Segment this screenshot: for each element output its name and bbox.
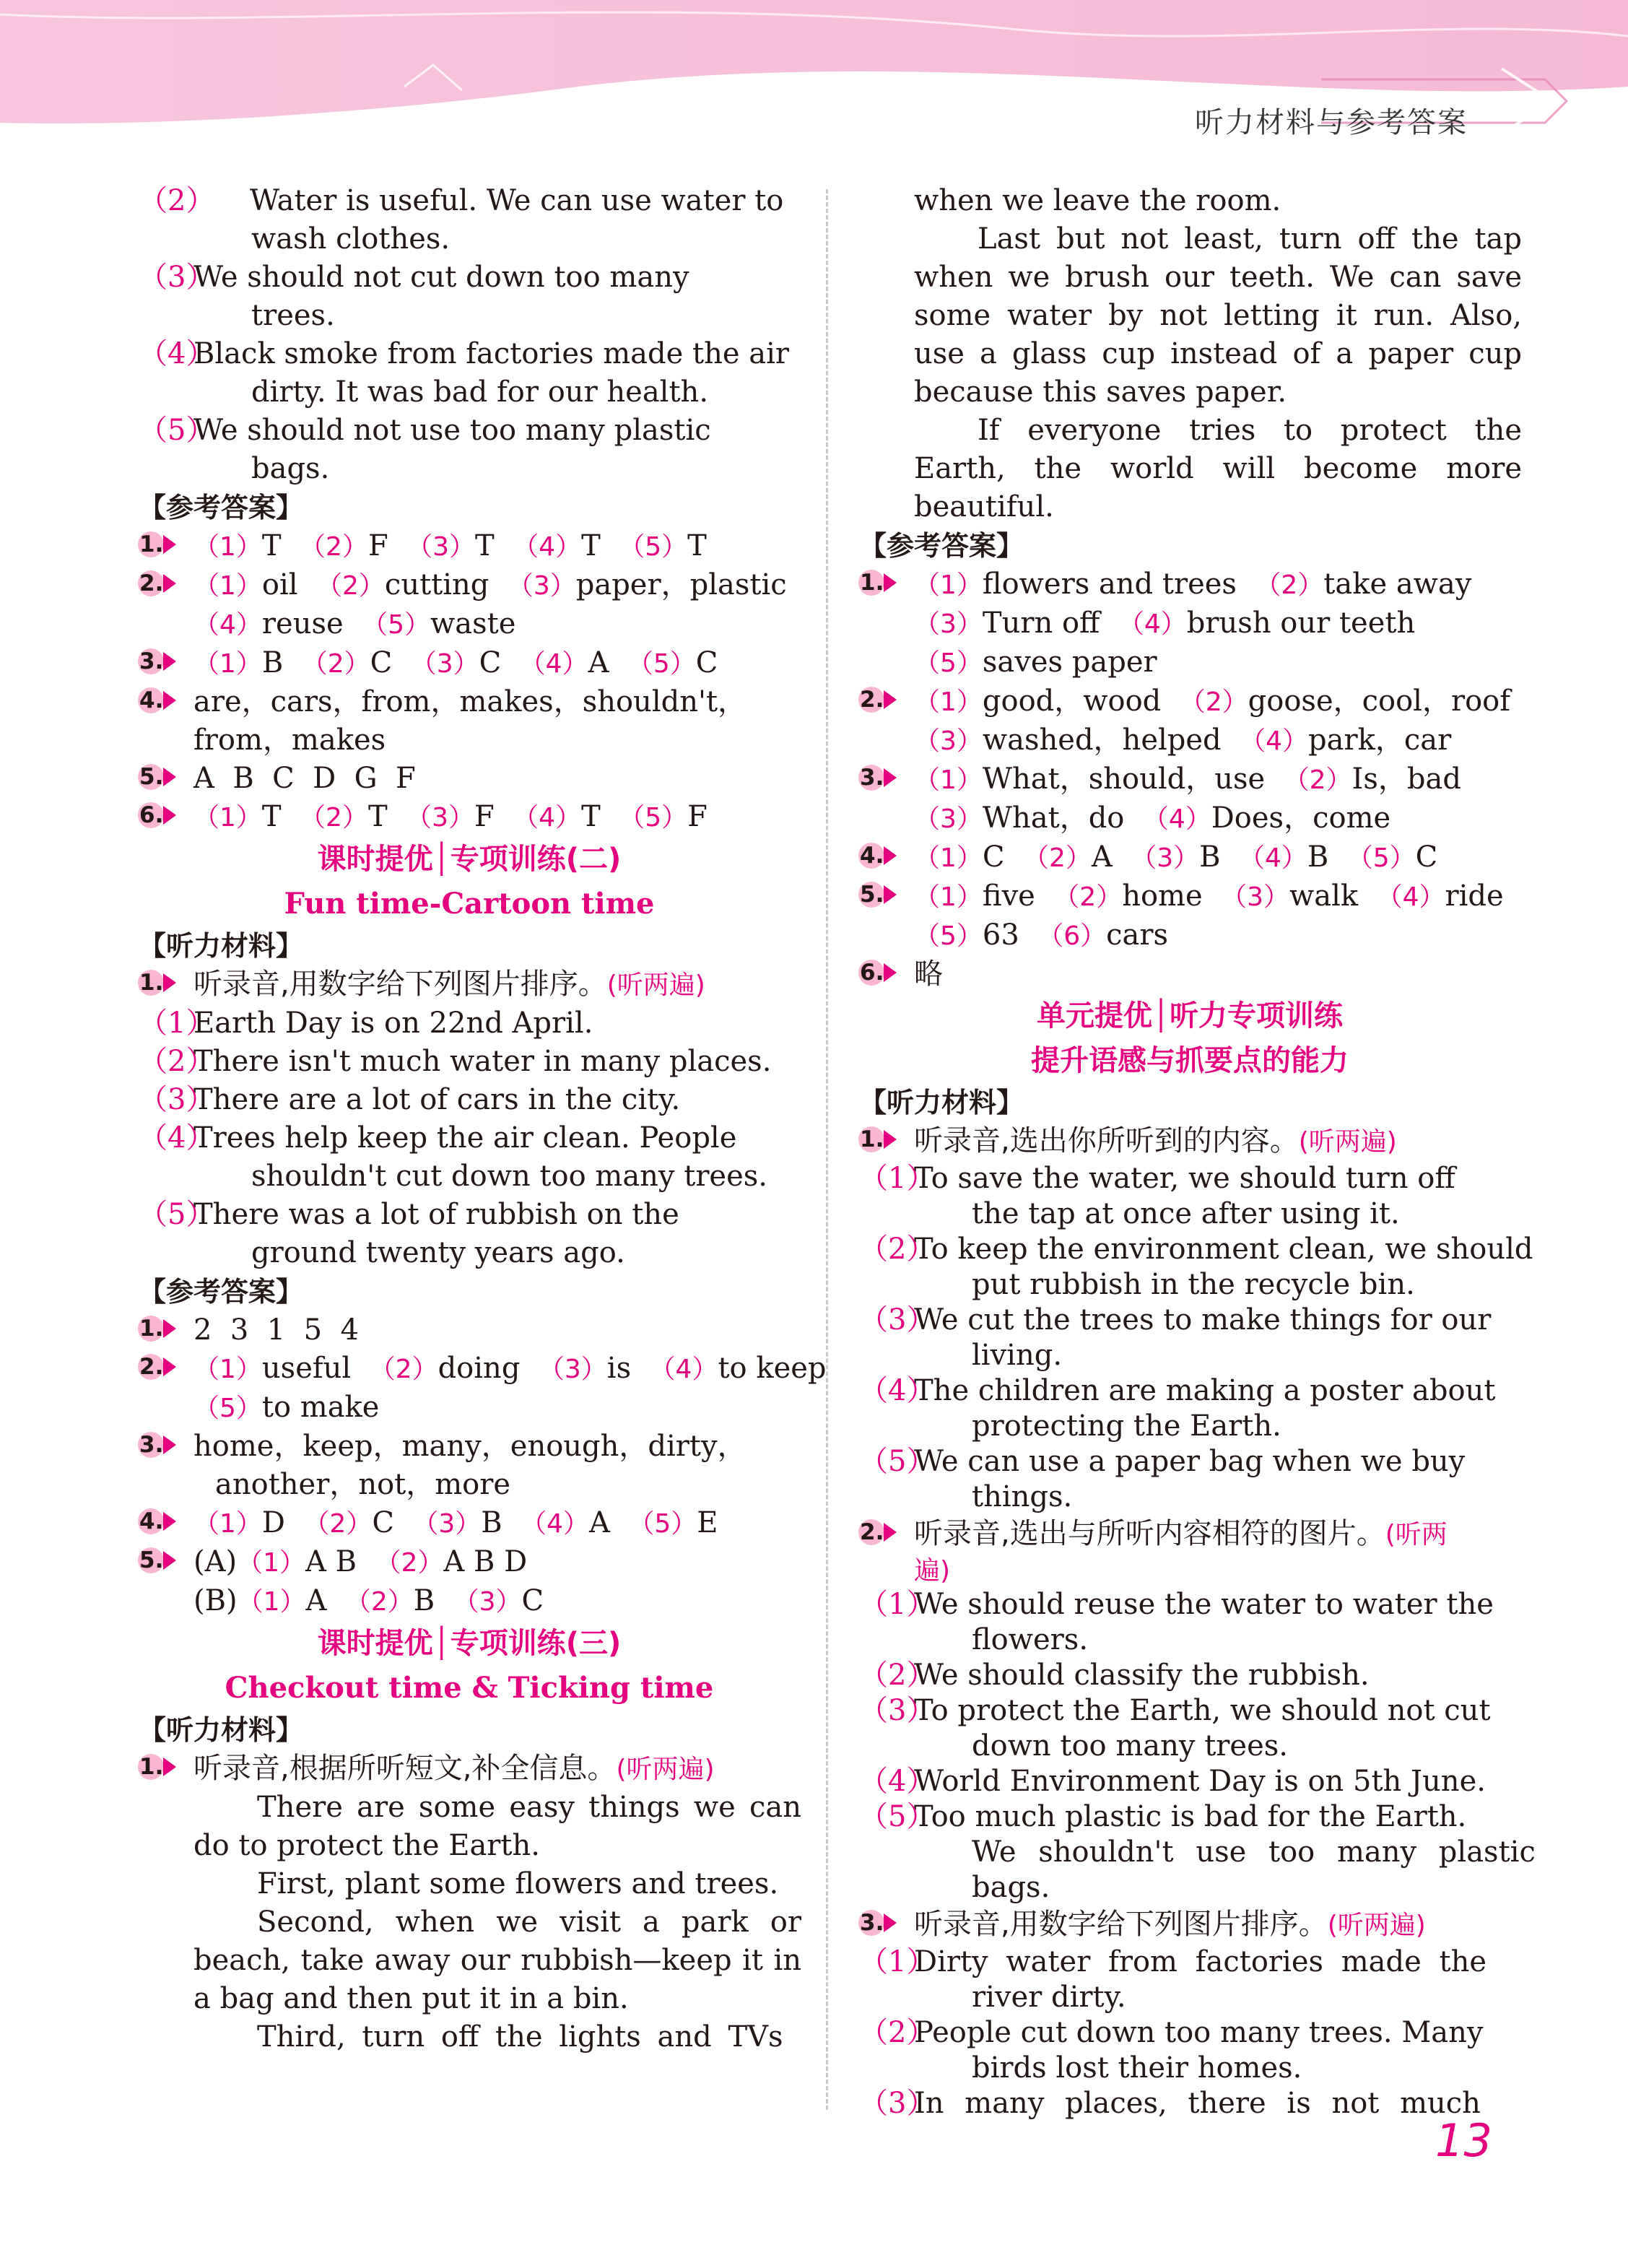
answer-row: 2. （1）oil （2）cutting （3）paper，plastic: [137, 566, 801, 605]
listen-item: （5） We can use a paper bag when we buy: [859, 1445, 1466, 1478]
listen-item: （5） We should not use too many plastic: [139, 414, 711, 447]
answer-row: 6. （1）T （2）T （3）F （4）T （5）F: [137, 798, 801, 837]
listen-item: （3） We cut the trees to make things for our: [859, 1303, 1492, 1337]
passage-paragraph: There are some easy things we can do to protect the Earth.: [193, 1791, 801, 1862]
section-title: 单元提优│听力专项训练: [1036, 999, 1344, 1033]
question-number-marker: 1.: [858, 1126, 898, 1153]
question-number-marker: 4.: [137, 1508, 178, 1535]
column-divider: [826, 189, 828, 2110]
answer-row: 3. home，keep，many，enough，dirty，: [137, 1428, 801, 1466]
listen-item-cont: the tap at once after using it.: [972, 1197, 1400, 1230]
listen-item: （2） There isn't much water in many places.: [139, 1045, 772, 1078]
answer-row: 1. 2 3 1 5 4: [137, 1311, 801, 1350]
answer-row-cont: （3）Turn off （4）brush our teeth: [914, 607, 1416, 640]
question-number-marker: 5.: [137, 763, 178, 791]
answer-row: 3. （1）What，should，use （2）Is，bad: [858, 760, 1522, 799]
section-heading: 【参考答案】: [139, 492, 304, 523]
question-number-marker: 1.: [137, 969, 178, 996]
section-heading: 【听力材料】: [139, 1714, 304, 1746]
left-column: [137, 182, 827, 2056]
section-subtitle: Checkout time & Ticking time: [225, 1671, 714, 1705]
question-number-marker: 1.: [858, 569, 898, 596]
answer-row-cont: (B)（1）A （2）B （3）C: [193, 1584, 544, 1617]
question-number-marker: 5.: [858, 881, 898, 908]
question-number-marker: 2.: [858, 686, 898, 713]
listen-item: （3） To protect the Earth, we should not cut: [859, 1694, 1491, 1727]
listen-item-cont: wash clothes.: [251, 222, 450, 256]
section-heading: 【参考答案】: [139, 1276, 304, 1308]
listen-item-cont: river dirty.: [972, 1981, 1126, 2014]
question-number-marker: 2.: [137, 1353, 178, 1381]
listen-item: （2） Water is useful. We can use water to: [139, 184, 784, 217]
listen-item: （1） Dirty water from factories made the: [859, 1945, 1487, 1978]
listen-item-cont: shouldn't cut down too many trees.: [251, 1160, 768, 1193]
listen-item: （2） We should classify the rubbish.: [859, 1659, 1370, 1692]
listen-item-cont: protecting the Earth.: [972, 1409, 1281, 1443]
listen-item: （2） To keep the environment clean, we should: [859, 1233, 1533, 1266]
question-number-marker: 1.: [137, 531, 178, 558]
question-number-marker: 3.: [137, 648, 178, 675]
question-number-marker: 2.: [858, 1518, 898, 1546]
listen-item-cont: We shouldn't use too many plastic: [972, 1835, 1536, 1869]
answer-row-cont: from，makes: [193, 724, 386, 757]
section-subtitle: 提升语感与抓要点的能力: [1031, 1044, 1349, 1077]
question-row-cont: 遍): [914, 1556, 951, 1586]
question-number-marker: 4.: [137, 687, 178, 714]
question-number-marker: 4.: [858, 842, 898, 869]
listen-item-cont: trees.: [251, 299, 335, 332]
passage-paragraph: Third, turn off the lights and TVs: [257, 2020, 783, 2054]
section-subtitle: Fun time-Cartoon time: [284, 887, 655, 921]
listen-item: （2） People cut down too many trees. Many: [859, 2016, 1484, 2049]
answer-row: 4. （1）D （2）C （3）B （4）A （5）E: [137, 1504, 801, 1543]
question-number-marker: 1.: [137, 1315, 178, 1342]
question-number-marker: 2.: [137, 570, 178, 597]
answer-row-cont: （4）reuse （5）waste: [193, 607, 516, 640]
listen-item-cont: ground twenty years ago.: [251, 1236, 625, 1269]
answer-row: 5. （1）five （2）home （3）walk （4）ride: [858, 877, 1522, 916]
listen-item-cont: dirty. It was bad for our health.: [251, 375, 709, 409]
question-row: 1. 听录音,用数字给下列图片排序。(听两遍): [137, 965, 801, 1004]
answer-row: 4. are，cars，from，makes，shouldn't，: [137, 683, 801, 721]
listen-item-cont: down too many trees.: [972, 1729, 1288, 1763]
answer-row: 1. （1）flowers and trees （2）take away: [858, 565, 1522, 604]
listen-item-cont: bags.: [251, 452, 330, 485]
answer-row: 6. 略: [858, 955, 1522, 994]
listen-item: （5） Too much plastic is bad for the Earth.: [859, 1800, 1467, 1833]
listen-item: （5） There was a lot of rubbish on the: [139, 1198, 679, 1231]
answer-row: 1. （1）T （2）F （3）T （4）T （5）T: [137, 527, 801, 566]
question-row: 1. 听录音,根据所听短文,补全信息。(听两遍): [137, 1750, 801, 1789]
answer-row-cont: （5）63 （6）cars: [914, 918, 1169, 952]
listen-item: （4） World Environment Day is on 5th June.: [859, 1765, 1486, 1798]
passage-paragraph: Last but not least, turn off the tap when we brush our teeth. We can save some water by not letting it run. Also, use a glass cup instead of a paper cup because this saves paper.: [914, 222, 1522, 409]
question-number-marker: 3.: [858, 764, 898, 791]
section-heading: 【听力材料】: [859, 1087, 1024, 1118]
listen-item: （4） Black smoke from factories made the air: [139, 337, 789, 370]
question-number-marker: 3.: [137, 1431, 178, 1459]
section-heading: 【参考答案】: [859, 530, 1024, 562]
answer-row: 2. （1）useful （2）doing （3）is （4）to keep: [137, 1350, 801, 1389]
passage-paragraph: when we leave the room.: [914, 184, 1281, 217]
question-row: 2. 听录音,选出与所听内容相符的图片。(听两: [858, 1515, 1522, 1554]
answer-row: 5. A B C D G F: [137, 760, 801, 798]
question-row: 1. 听录音,选出你所听到的内容。(听两遍): [858, 1122, 1522, 1161]
passage-paragraph: First, plant some flowers and trees.: [257, 1867, 779, 1900]
question-number-marker: 6.: [858, 959, 898, 986]
listen-item-cont: flowers.: [972, 1623, 1089, 1656]
question-number-marker: 5.: [137, 1547, 178, 1574]
listen-item: （4） The children are making a poster about: [859, 1374, 1496, 1407]
passage-paragraph: Second, when we visit a park or beach, take away our rubbish—keep it in a bag and then put it in a bin.: [193, 1906, 801, 2015]
listen-item-cont: birds lost their homes.: [972, 2051, 1302, 2085]
section-title: 课时提优│专项训练(三): [317, 1627, 622, 1660]
answer-row-cont: （5）saves paper: [914, 646, 1157, 679]
listen-item-cont: put rubbish in the recycle bin.: [972, 1268, 1415, 1301]
section-heading: 【听力材料】: [139, 930, 304, 962]
passage-paragraph: If everyone tries to protect the Earth, the world will become more beautiful.: [914, 414, 1522, 523]
question-number-marker: 6.: [137, 801, 178, 829]
answer-row: 5. (A)（1）A B （2）A B D: [137, 1543, 801, 1582]
listen-item: （3） There are a lot of cars in the city.: [139, 1083, 681, 1116]
answer-row-cont: （3）washed，helped （4）park，car: [914, 724, 1452, 757]
listen-item: （1） To save the water, we should turn off: [859, 1162, 1455, 1195]
listen-item-cont: things.: [972, 1480, 1073, 1513]
listen-item: （4） Trees help keep the air clean. People: [139, 1121, 737, 1155]
listen-item: （3） We should not cut down too many: [139, 261, 689, 294]
answer-row-cont: （5）to make: [193, 1391, 380, 1424]
section-title: 课时提优│专项训练(二): [317, 843, 622, 876]
answer-row: 4. （1）C （2）A （3）B （4）B （5）C: [858, 838, 1522, 877]
listen-item: （3） In many places, there is not much: [859, 2087, 1481, 2120]
question-row: 3. 听录音,用数字给下列图片排序。(听两遍): [858, 1906, 1522, 1945]
header-title: 听力材料与参考答案: [1195, 106, 1468, 139]
listen-item-cont: living.: [972, 1339, 1063, 1372]
answer-row-cont: （3）What，do （4）Does，come: [914, 801, 1391, 835]
listen-item: （1） We should reuse the water to water the: [859, 1588, 1494, 1621]
answer-row-cont: another，not，more: [215, 1468, 511, 1501]
question-number-marker: 1.: [137, 1753, 178, 1781]
right-column: [858, 182, 1536, 2121]
answer-row: 3. （1）B （2）C （3）C （4）A （5）C: [137, 644, 801, 683]
answer-row: 2. （1）good，wood （2）goose，cool，roof: [858, 682, 1522, 721]
listen-item: （1） Earth Day is on 22nd April.: [139, 1007, 593, 1040]
question-number-marker: 3.: [858, 1909, 898, 1937]
listen-item-cont: bags.: [972, 1871, 1050, 1904]
page-number: 13: [1435, 2114, 1492, 2167]
